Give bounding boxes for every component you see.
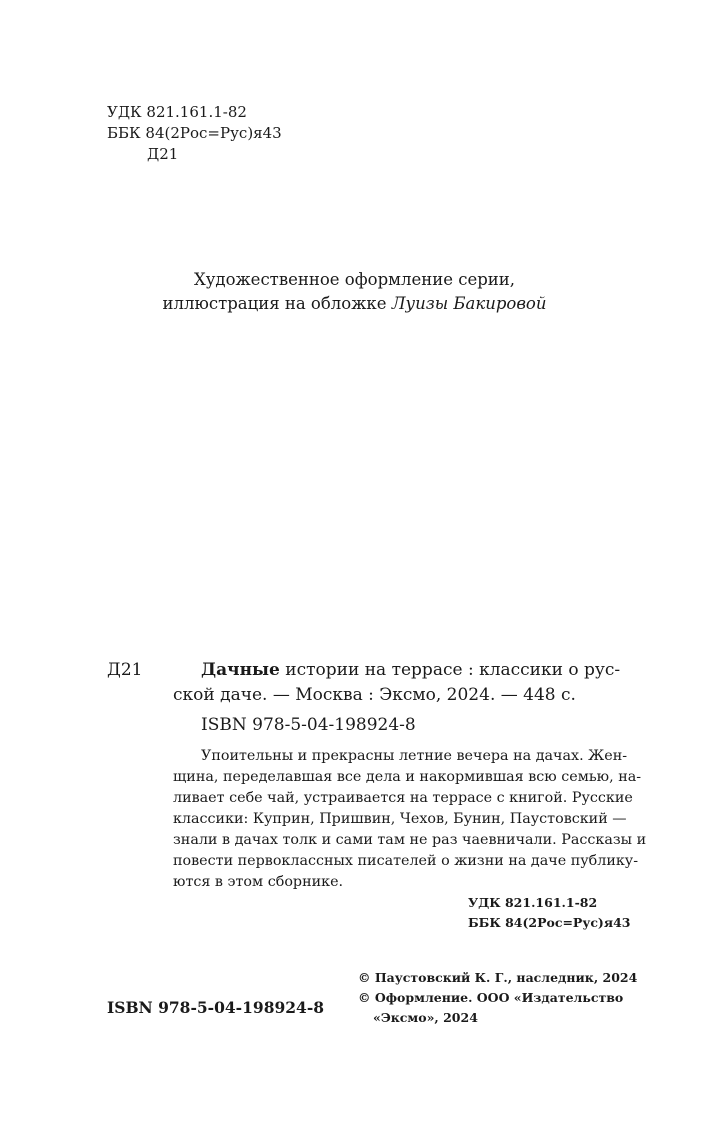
credits-line-1: Художественное оформление серии, xyxy=(193,270,516,289)
abstract-line-2: щина, переделавшая все дела и накормившая всю семью, на- xyxy=(173,769,642,785)
udk-code: УДК 821.161.1-82 xyxy=(107,103,247,121)
abstract-line-4: классики: Куприн, Пришвин, Чехов, Бунин, Паустовский — xyxy=(173,811,627,827)
illustrator-name: Луизы Бакировой xyxy=(391,294,547,313)
catalog-isbn: ISBN 978-5-04-198924-8 xyxy=(201,715,416,735)
copyright-line-1: © Паустовский К. Г., наследник, 2024 xyxy=(358,970,638,985)
catalog-code: Д21 xyxy=(107,660,143,680)
credits-line-2-text: иллюстрация на обложке xyxy=(162,294,392,313)
abstract-line-5: знали в дачах толк и сами там не раз чаевничали. Рассказы и xyxy=(173,832,647,848)
author-code: Д21 xyxy=(147,145,179,163)
design-credits xyxy=(0,268,709,316)
abstract-line-1: Упоительны и прекрасны летние вечера на дачах. Жен- xyxy=(201,748,628,764)
classification-bbk: ББК 84(2Рос=Рус)я43 xyxy=(468,915,631,930)
credits-line-2 xyxy=(0,292,709,316)
abstract-line-7: ются в этом сборнике. xyxy=(173,874,344,890)
abstract-line-3: ливает себе чай, устраивается на террасе с книгой. Русские xyxy=(173,790,633,806)
catalog-imprint: ской даче. — Москва : Эксмо, 2024. — 448 с. xyxy=(173,685,576,705)
catalog-title-line xyxy=(201,658,627,682)
copyright-line-3: «Эксмо», 2024 xyxy=(373,1010,478,1025)
classification-udk: УДК 821.161.1-82 xyxy=(468,895,598,910)
isbn-bottom: ISBN 978-5-04-198924-8 xyxy=(107,998,325,1017)
catalog-title: Дачные xyxy=(201,660,280,680)
copyright-line-2: © Оформление. ООО «Издательство xyxy=(358,990,624,1005)
abstract-line-6: повести первоклассных писателей о жизни на даче публику- xyxy=(173,853,639,869)
catalog-title-rest: истории на террасе : классики о рус- xyxy=(285,660,621,680)
bbk-code: ББК 84(2Рос=Рус)я43 xyxy=(107,124,282,142)
